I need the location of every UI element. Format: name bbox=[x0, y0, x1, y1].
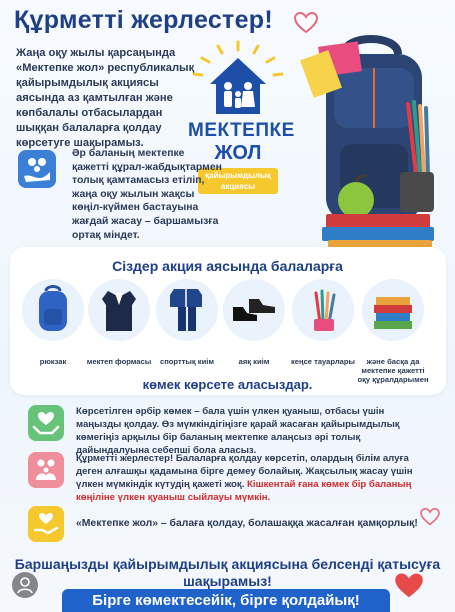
item-label: спорттық киім bbox=[159, 357, 215, 366]
row-text-2-body: Құрметті жерлестер! Балаларға қолдау көрсетіп, олардың білім алуға деген алғашқы қадамына бірге демеу болайық. Жақсылық жасау үшін үлкен мүмкіндік күтудің қажеті жоқ. bbox=[76, 453, 413, 490]
backpack-illustration bbox=[296, 24, 446, 264]
backpack-icon bbox=[22, 279, 84, 341]
page-title: Құрметті жерлестер! bbox=[14, 6, 273, 34]
profile-button[interactable] bbox=[12, 572, 38, 598]
helping-hands-icon bbox=[18, 150, 56, 188]
item-label: және басқа да мектепке қажетті оқу құралдарымен bbox=[357, 357, 429, 384]
heart-filled-icon bbox=[394, 572, 424, 600]
shoes-icon bbox=[223, 279, 285, 341]
closing-text: Баршаңызды қайырымдылық акциясына белсенді қатысуға шақырамыз! bbox=[14, 556, 441, 589]
heart-hands-icon bbox=[28, 405, 64, 441]
items-footer: көмек көрсете аласыздар. bbox=[142, 377, 313, 392]
logo-word-2: ЖОЛ bbox=[214, 142, 262, 164]
hand-heart-icon bbox=[28, 506, 64, 542]
item-label: мектеп формасы bbox=[86, 357, 152, 366]
row-text-2 bbox=[76, 452, 426, 504]
stationery-icon bbox=[292, 279, 354, 341]
item-label: аяқ киім bbox=[238, 357, 270, 366]
logo-word-1: МЕКТЕПКЕ bbox=[188, 120, 295, 141]
heart-outline-icon bbox=[420, 508, 440, 526]
school-uniform-icon bbox=[88, 279, 150, 341]
user-icon bbox=[12, 572, 38, 598]
family-icon bbox=[28, 452, 64, 488]
items-heading: Сіздер акция аясында балаларға bbox=[112, 258, 343, 274]
books-icon bbox=[362, 279, 424, 341]
goal-text: Әр баланың мектепке қажетті құрал-жабдықтармен толық қамтамасыз етіліп, жаңа оқу жылын жақсы көңіл-күймен бастауына жағдай жасау – баршамызға ортақ міндет. bbox=[72, 148, 222, 241]
logo-banner: қайырымдылық акциясы bbox=[198, 168, 278, 194]
row-text-3: «Мектепке жол» – балаға қолдау, болашаққа жасалған қамқорлық! bbox=[76, 518, 418, 529]
house-family-icon bbox=[188, 40, 288, 120]
item-label: рюкзак bbox=[39, 357, 67, 366]
slogan-bar: Бірге көмектесейік, бірге қолдайық! bbox=[62, 589, 390, 612]
row-text-2-highlight: Кішкентай ғана көмек бір баланың көңіліне үлкен қуаныш сыйлауы мүмкін. bbox=[76, 479, 412, 503]
intro-text: Жаңа оқу жылы қарсаңында «Мектепке жол» республикалық қайырымдылық акциясы аясында аз қамтылған және көпбалалы отбасылардан шыққан балаларға қолдау көрсетуге шақырамыз. bbox=[16, 47, 195, 149]
row-text-1: Көрсетілген әрбір көмек – бала үшін үлкен қуаныш, отбасы үшін маңызды қолдау. Өз мүмкіндігіңізге қарай жасаған қайырымдылық көмегіңіз арқылы бір баланың мектепке алаңсыз әрі толық дайындалуына себепші бола аласыз. bbox=[76, 406, 400, 456]
tracksuit-icon bbox=[156, 279, 218, 341]
item-label: кеңсе тауарлары bbox=[290, 357, 356, 366]
